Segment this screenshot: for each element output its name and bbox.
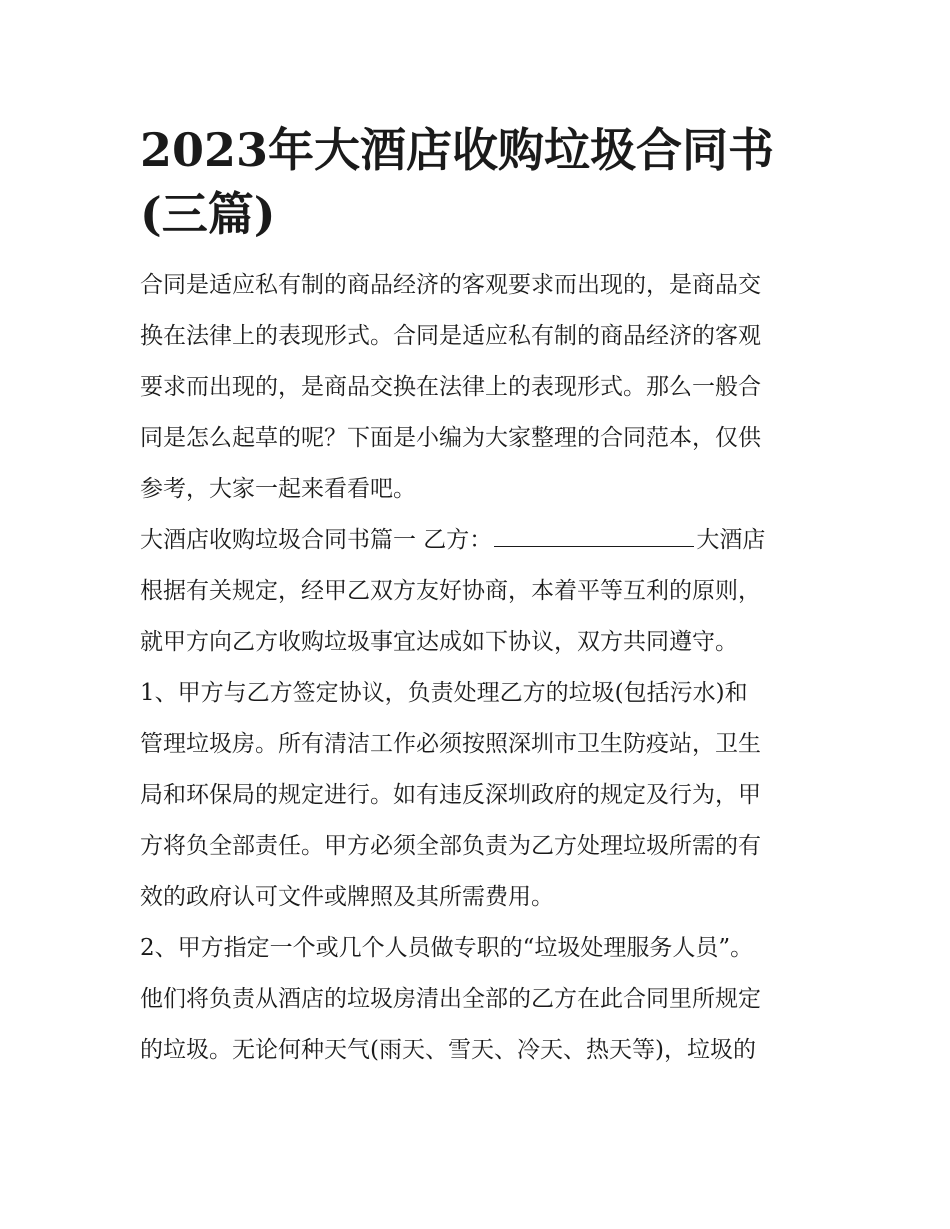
section-paragraph: [140, 515, 812, 668]
clause-2: [140, 923, 812, 1076]
section-heading-prefix: 大酒店收购垃圾合同书篇一 乙方：: [140, 527, 493, 553]
text-line: 效的政府认可文件或牌照及其所需费用。: [140, 884, 554, 910]
section-heading-line: [140, 515, 812, 566]
title-line: (三篇): [140, 187, 276, 241]
clause-1: [140, 668, 812, 923]
text-line: 他们将负责从酒店的垃圾房清出全部的乙方在此合同里所规定: [140, 986, 761, 1012]
document-page: [140, 118, 812, 1076]
intro-paragraph: [140, 260, 812, 515]
text-line: 换在法律上的表现形式。合同是适应私有制的商品经济的客观: [140, 323, 761, 349]
text-line: 局和环保局的规定进行。如有违反深圳政府的规定及行为，甲: [140, 782, 761, 808]
text-line: 合同是适应私有制的商品经济的客观要求而出现的，是商品交: [140, 272, 761, 298]
text-line: 同是怎么起草的呢？下面是小编为大家整理的合同范本，仅供: [140, 425, 761, 451]
section-heading-suffix: 大酒店: [696, 527, 766, 553]
text-line: 2、甲方指定一个或几个人员做专职的“垃圾处理服务人员”。: [140, 935, 754, 961]
text-line: 就甲方向乙方收购垃圾事宜达成如下协议，双方共同遵守。: [140, 629, 738, 655]
fill-in-blank: [494, 524, 694, 547]
text-line: 根据有关规定，经甲乙双方友好协商，本着平等互利的原则，: [140, 578, 761, 604]
title-line: 2023年大酒店收购垃圾合同书: [140, 123, 775, 177]
text-line: 1、甲方与乙方签定协议，负责处理乙方的垃圾(包括污水)和: [140, 680, 748, 706]
document-title: [140, 118, 812, 246]
text-line: 管理垃圾房。所有清洁工作必须按照深圳市卫生防疫站，卫生: [140, 731, 761, 757]
text-line: 方将负全部责任。甲方必须全部负责为乙方处理垃圾所需的有: [140, 833, 761, 859]
text-line: 参考，大家一起来看看吧。: [140, 476, 416, 502]
text-line: 的垃圾。无论何种天气(雨天、雪天、冷天、热天等)，垃圾的: [140, 1037, 756, 1063]
text-line: 要求而出现的，是商品交换在法律上的表现形式。那么一般合: [140, 374, 761, 400]
